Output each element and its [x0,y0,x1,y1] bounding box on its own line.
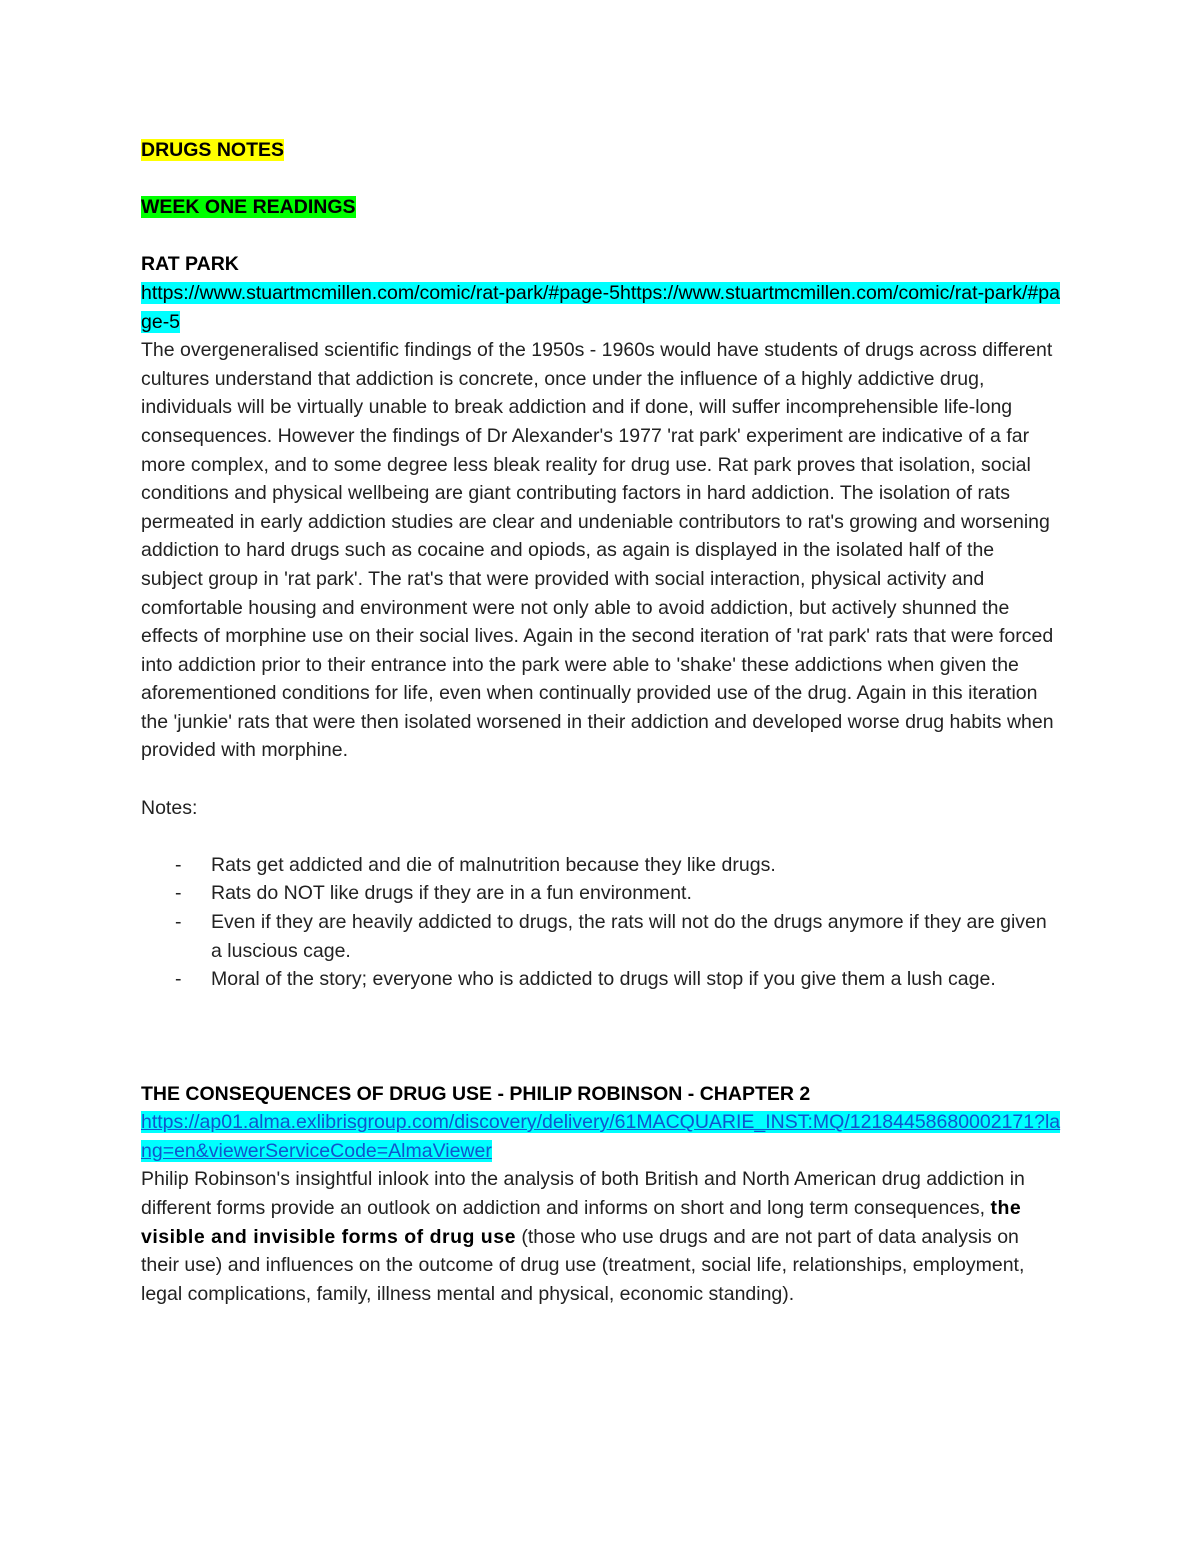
notes-label: Notes: [141,796,198,819]
list-item [141,851,1061,880]
week-heading-text: WEEK ONE READINGS [141,196,356,219]
list-item-text: Even if they are heavily addicted to drugs, the rats will not do the drugs anymore if they are given a luscious cage. [211,911,1047,962]
list-item-text: Moral of the story; everyone who is addicted to drugs will stop if you give them a lush cage. [211,968,996,991]
spacer [141,222,1061,251]
notes-list [141,851,1061,994]
dash-bullet: - [175,853,182,876]
rat-park-paragraph: The overgeneralised scientific findings of the 1950s - 1960s would have students of drugs across different cultures understand that addiction is concrete, once under the influence of a highly addictive drug, individuals will be virtually unable to break addiction and if done, will suffer incomprehensible life-long consequences. However the findings of Dr Alexander's 1977 'rat park' experiment are indicative of a far more complex, and to some degree less bleak reality for drug use. Rat park proves that isolation, social conditions and physical wellbeing are giant contributing factors in hard addiction. The isolation of rats permeated in early addiction studies are clear and undeniable contributors to rat's growing and worsening addiction to hard drugs such as cocaine and opiods, as again is displayed in the isolated half of the subject group in 'rat park'. The rat's that were provided with social interaction, physical activity and comfortable housing and environment were not only able to avoid addiction, but actively shunned the effects of morphine use on their social lives. Again in the second iteration of 'rat park' rats that were forced into addiction prior to their entrance into the park were able to 'shake' these addictions when given the aforementioned conditions for life, even when continually provided use of the drug. Again in this iteration the 'junkie' rats that were then isolated worsened in their addiction and developed worse drug habits when provided with morphine. [141,339,1054,762]
spacer [141,765,1061,794]
list-item-text: Rats do NOT like drugs if they are in a fun environment. [211,882,692,905]
consequences-link-line [141,1108,1061,1165]
rat-park-link[interactable]: https://www.stuartmcmillen.com/comic/rat-park/#page-5https://www.stuartmcmillen.com/comic/rat-park/#page-5 [141,281,1060,333]
spacer [141,822,1061,851]
dash-bullet: - [175,882,182,905]
spacer [141,1051,1061,1080]
spacer [141,994,1061,1023]
consequences-link[interactable]: https://ap01.alma.exlibrisgroup.com/discovery/delivery/61MACQUARIE_INST:MQ/12184458680002171?lang=en&viewerServiceCode=AlmaViewer [141,1111,1061,1162]
consequences-paragraph [141,1165,1061,1308]
list-item [141,908,1061,965]
document-page [141,136,1061,1308]
consequences-text-end: (those who use drugs and are not part of data analysis on their use) and influences on the outcome of drug use (treatment, social life, relationships, employment, legal complications, family, illness mental and physical, economic standing). [141,1225,1025,1305]
spacer [141,165,1061,194]
list-item [141,965,1061,994]
rat-park-title: RAT PARK [141,253,239,276]
spacer [141,1022,1061,1051]
consequences-text-start: Philip Robinson's insightful inlook into the analysis of both British and North American drug addiction in different forms provide an outlook on addiction and informs on short and long term consequences, [141,1168,1025,1219]
dash-bullet: - [175,911,182,934]
week-heading [141,193,1061,222]
list-item-text: Rats get addicted and die of malnutrition because they like drugs. [211,853,776,876]
consequences-bold-phrase: the visible and invisible forms of drug use [141,1196,1022,1248]
dash-bullet: - [175,968,182,991]
rat-park-link-line [141,279,1061,336]
consequences-title: THE CONSEQUENCES OF DRUG USE - PHILIP ROBINSON - CHAPTER 2 [141,1082,811,1105]
document-title [141,136,1061,165]
document-title-text: DRUGS NOTES [141,139,285,161]
list-item [141,879,1061,908]
